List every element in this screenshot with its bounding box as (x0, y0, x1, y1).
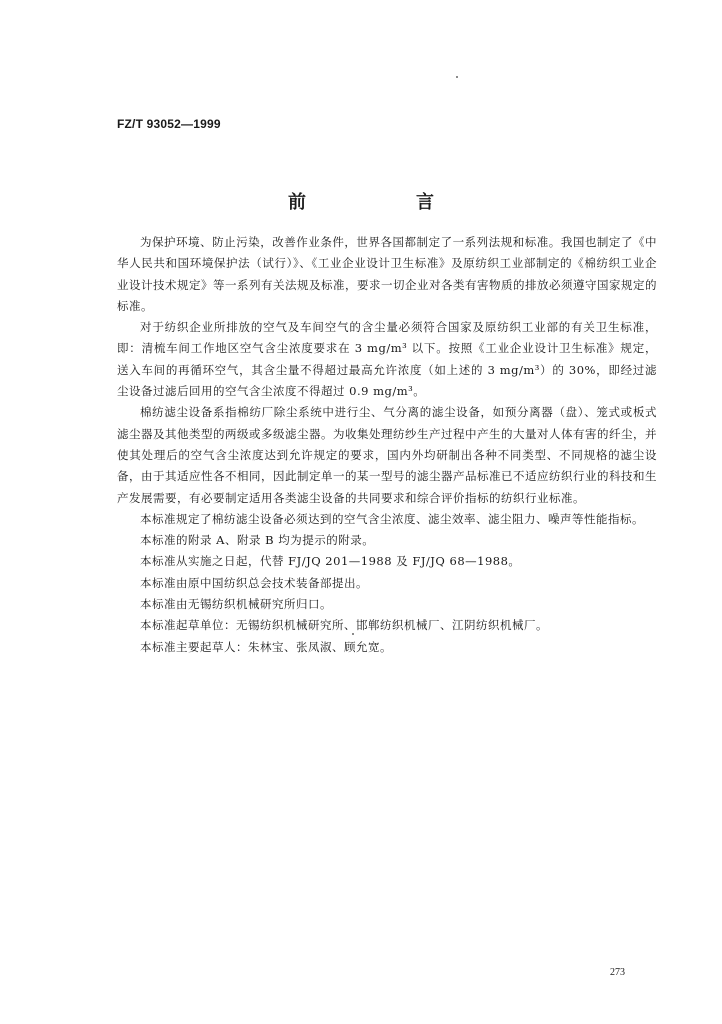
paragraph: 本标准的附录 A、附录 B 均为提示的附录。 (140, 533, 375, 548)
paragraph: 本标准由无锡纺织机械研究所归口。 (140, 597, 332, 612)
page-title: 前 言 (288, 192, 480, 213)
paragraph: 棉纺滤尘设备系指棉纺厂除尘系统中进行尘、气分离的滤尘设备，如预分离器（盘）、笼式或板式滤尘器及其他类型的两级或多级滤尘器。为收集处理纺纱生产过程中产生的大量对人体有害的纤尘，并使其处理后的空气含尘浓度达到允许规定的要求，国内外均研制出各种不同类型、不同规格的滤尘设备，由于其适应性各不相同，因此制定单一的某一型号的滤尘器产品标准已不适应纺织行业的科技和生产发展需要，有必要制定适用各类滤尘设备的共同要求和综合评价指标的纺织行业标准。 (117, 405, 657, 505)
paragraph: 本标准从实施之日起，代替 FJ/JQ 201—1988 及 FJ/JQ 68—1988。 (140, 554, 521, 569)
page-number: 273 (610, 967, 625, 978)
paragraph: 为保护环境、防止污染，改善作业条件，世界各国都制定了一系列法规和标准。我国也制定了《中华人民共和国环境保护法（试行）》、《工业企业设计卫生标准》及原纺织工业部制定的《棉纺织工业企业设计技术规定》等一系列有关法规及标准，要求一切企业对各类有害物质的排放必须遵守国家规定的标准。 (117, 235, 657, 313)
body-text (117, 232, 657, 658)
standard-code: FZ/T 93052—1999 (117, 117, 221, 131)
paragraph: 本标准由原中国纺织总会技术装备部提出。 (140, 575, 368, 590)
paragraph: 本标准起草单位：无锡纺织机械研究所、邯郸纺织机械厂、江阴纺织机械厂。 (140, 618, 548, 633)
paragraph: 本标准主要起草人：朱林宝、张凤淑、顾允宽。 (140, 639, 392, 654)
paragraph: 本标准规定了棉纺滤尘设备必须达到的空气含尘浓度、滤尘效率、滤尘阻力、噪声等性能指标。 (140, 511, 644, 526)
scan-speck (456, 76, 458, 78)
scan-speck (352, 633, 354, 635)
paragraph: 对于纺织企业所排放的空气及车间空气的含尘量必须符合国家及原纺织工业部的有关卫生标准，即：清梳车间工作地区空气含尘浓度要求在 3 mg/m³ 以下。按照《工业企业设计卫生标准》规定，送入车间的再循环空气，其含尘量不得超过最高允许浓度（如上述的 3 mg/m³）的 30%，即经过滤尘设备过滤后回用的空气含尘浓度不得超过 0.9 mg/m³。 (117, 320, 657, 399)
